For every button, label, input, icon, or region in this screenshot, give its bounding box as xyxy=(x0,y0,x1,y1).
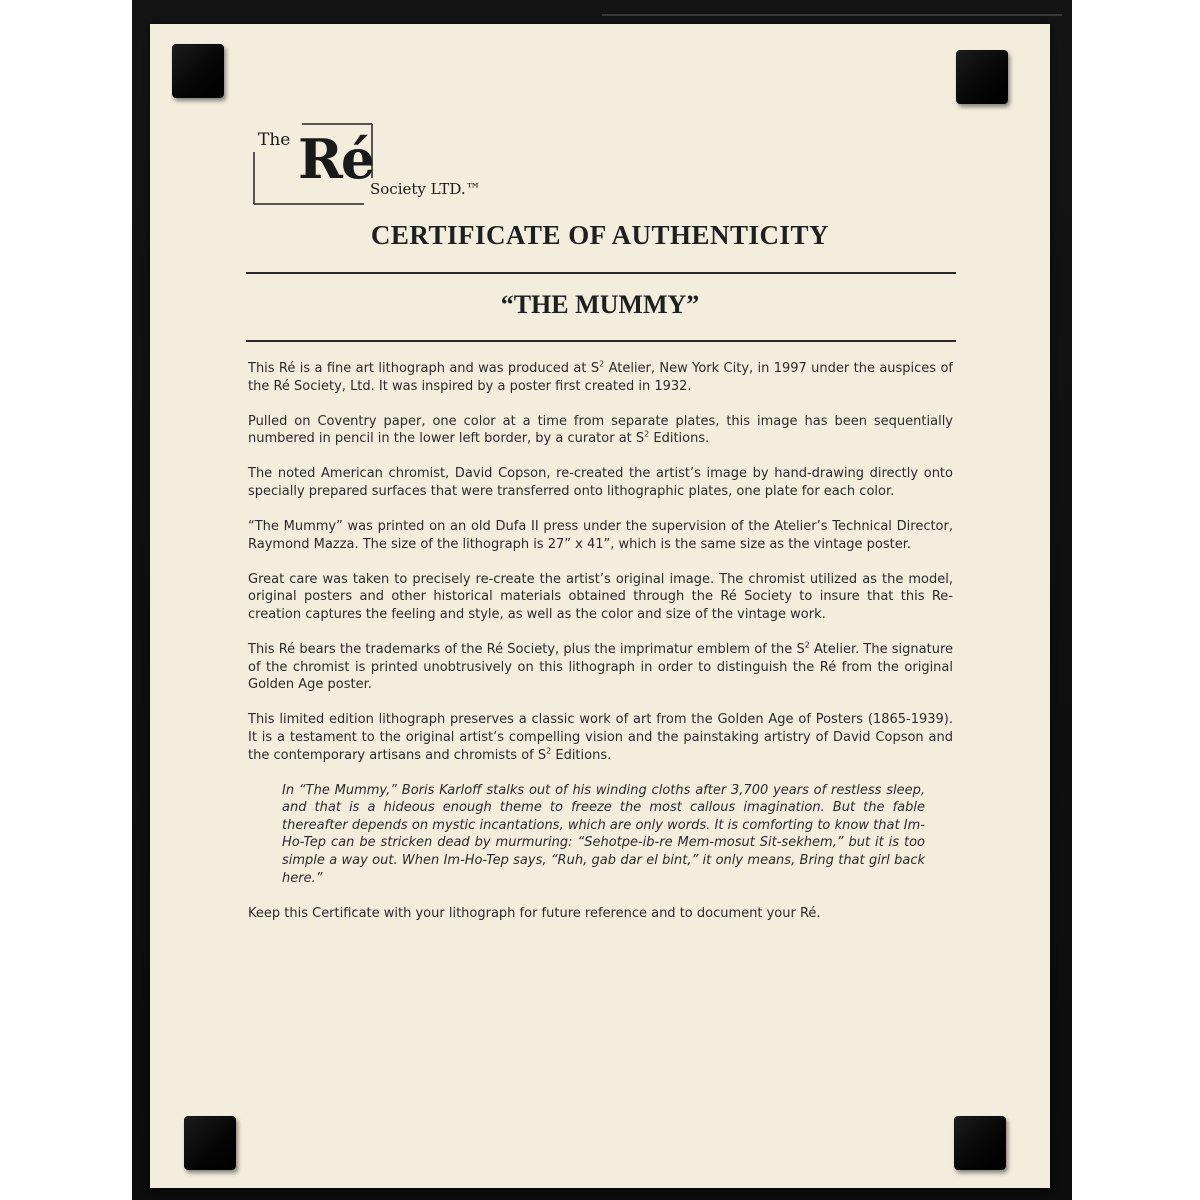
paragraph-paper: Pulled on Coventry paper, one color at a time from separate plates, this image has been sequentially numbered in pencil in the lower left border, by a curator at $S^2$ Editions. xyxy=(248,413,953,447)
paragraph-closing: Keep this Certificate with your lithograph for future reference and to document your Ré. xyxy=(248,905,821,921)
certificate-heading: CERTIFICATE OF AUTHENTICITY xyxy=(370,220,830,250)
certificate-sheet xyxy=(150,24,1050,1188)
paragraph-edition: This limited edition lithograph preserves a classic work of art from the Golden Age of Posters (1865-1939). It is a testament to the original artist’s compelling vision and the painstaking artistry of David Copson and the contemporary artisans and chromists of $S^2$ Editions. xyxy=(248,712,953,763)
mount-clip-top-right xyxy=(956,50,1008,104)
mount-clip-bottom-right xyxy=(954,1116,1006,1170)
re-society-logo xyxy=(246,122,486,234)
review-quote: In “The Mummy,” Boris Karloff stalks out of his winding cloths after 3,700 years of restless sleep, and that is a hideous enough theme to freeze the most callous imagination. But the fable thereafter depends on mystic incantations, which are only words. It is comforting to know that Im-Ho-Tep can be stricken dead by murmuring: “Sehotpe-ib-re Mem-mosut Sit-sekhem,” but it is too simple a way out. When Im-Ho-Tep says, “Ruh, gab dar el bint,” it only means, Bring that girl back here.” xyxy=(282,782,925,886)
mount-clip-top-left xyxy=(172,44,224,98)
paragraph-press: “The Mummy” was printed on an old Dufa II press under the supervision of the Atelier’s Technical Director, Raymond Mazza. The size of the lithograph is 27” x 41”, which is the same size as the vintage poster. xyxy=(248,519,953,552)
frame-edge xyxy=(602,14,1062,16)
paragraph-production: This Ré is a fine art lithograph and was produced at $S^2$ Atelier, New York City, in 1997 under the auspices of the Ré Society, Ltd. It was inspired by a poster first created in 1932. xyxy=(248,359,953,394)
mount-clip-bottom-left xyxy=(184,1116,236,1170)
logo-re: Ré xyxy=(298,127,374,191)
logo-society: Society LTD.™ xyxy=(370,180,481,198)
divider-bottom xyxy=(246,340,956,342)
divider-top xyxy=(246,272,956,274)
artwork-title: “THE MUMMY” xyxy=(500,290,700,319)
logo-the: The xyxy=(258,130,291,150)
paragraph-trademarks: This Ré bears the trademarks of the Ré Society, plus the imprimatur emblem of the $S^2$ Atelier. The signature of the chromist is printed unobtrusively on this lithograph in order to distinguish the Ré from the original Golden Age poster. xyxy=(248,640,954,693)
paragraph-care: Great care was taken to precisely re-create the artist’s original image. The chromist utilized as the model, original posters and other historical materials obtained through the Ré Society to insure that this Re-creation captures the feeling and style, as well as the color and size of the vintage work. xyxy=(248,571,953,622)
paragraph-chromist: The noted American chromist, David Copson, re-created the artist’s image by hand-drawing directly onto specially prepared surfaces that were transferred onto lithographic plates, one plate for each color. xyxy=(248,466,953,499)
certificate-body xyxy=(248,360,953,940)
